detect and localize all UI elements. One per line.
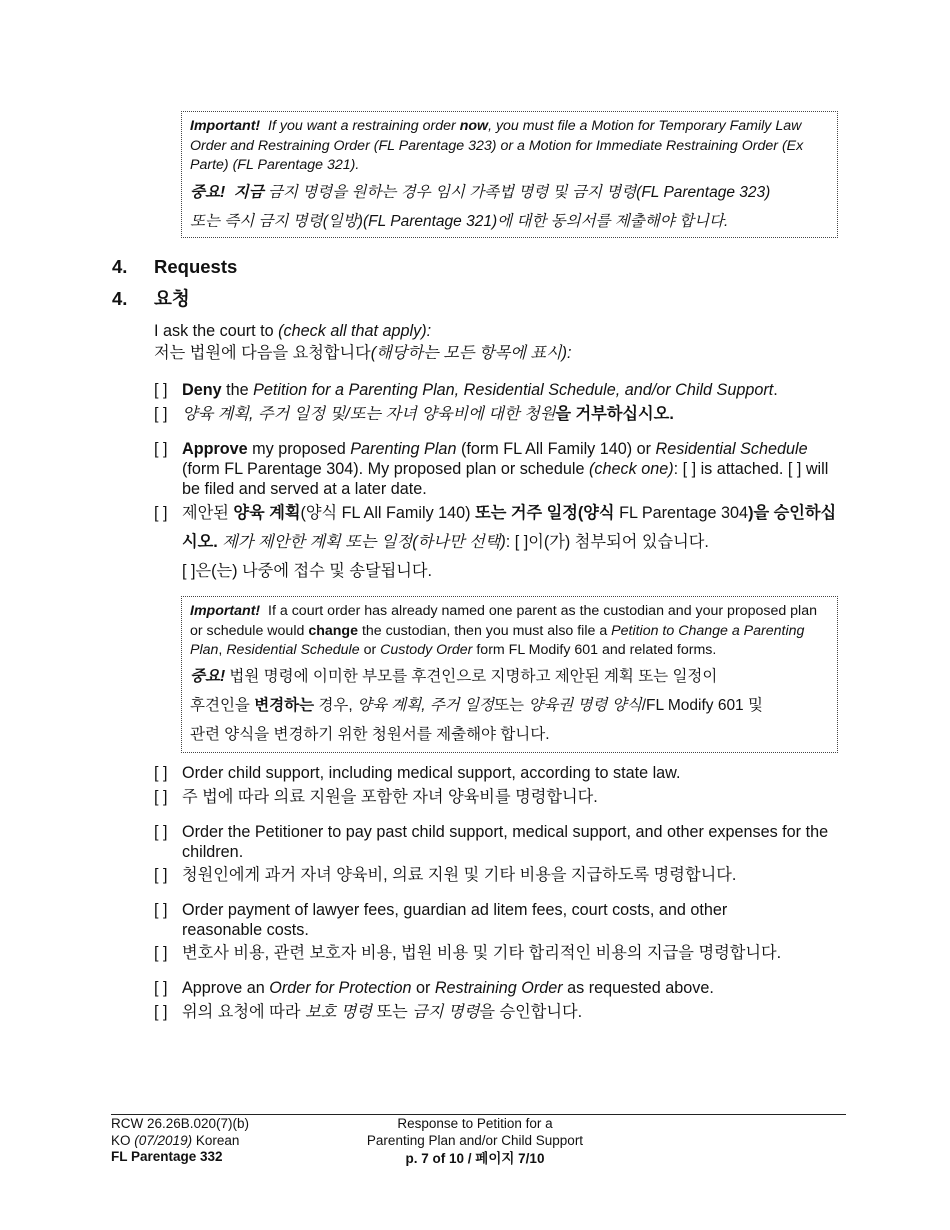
- notice-korean: 중요! 법원 명령에 이미한 부모를 후견인으로 지명하고 제안된 계획 또는 일정이 후견인을 변경하는 경우, 양육 계획, 주거 일정또는 양육권 명령 양식/FL Modify 601 및 관련 양식을 변경하기 위한 청원서를 제출해야 합니다.: [190, 667, 763, 743]
- section-heading-en: 4. Requests: [112, 256, 238, 277]
- footer-form-info: RCW 26.26B.020(7)(b) KO (07/2019) Korean FL Parentage 332: [111, 1116, 250, 1164]
- protection-order-option[interactable]: [ ] Approve an Order for Protection or Restraining Order as requested above.: [154, 979, 714, 997]
- checkbox[interactable]: [ ]: [154, 901, 168, 919]
- deny-petition-option-ko[interactable]: [ ] 양육 계획, 주거 일정 및/또는 자녀 양육비에 대한 청원을 거부하십시오.: [154, 405, 674, 423]
- checkbox[interactable]: [ ]: [154, 381, 168, 399]
- footer-title: Response to Petition for a Parenting Plan and/or Child Support p. 7 of 10 / 페이지 7/10: [366, 1116, 584, 1166]
- deny-petition-option[interactable]: [ ] Deny the Petition for a Parenting Plan, Residential Schedule, and/or Child Support.: [154, 381, 778, 399]
- checkbox[interactable]: [ ]: [154, 405, 168, 423]
- approve-plan-option[interactable]: [ ] Approve my proposed Parenting Plan (form FL All Family 140) or Residential Schedule (form FL Parentage 304). My proposed plan or schedule (check one): [ ] is attached. [ ] will be filed and served at a later date.: [154, 440, 829, 498]
- child-support-option-ko[interactable]: [ ] 주 법에 따라 의료 지원을 포함한 자녀 양육비를 명령합니다.: [154, 788, 598, 806]
- past-support-option-ko[interactable]: [ ] 청원인에게 과거 자녀 양육비, 의료 지원 및 기타 비용을 지급하도록 명령합니다.: [154, 866, 737, 884]
- protection-order-option-ko[interactable]: [ ] 위의 요청에 따라 보호 명령 또는 금지 명령을 승인합니다.: [154, 1003, 583, 1021]
- checkbox[interactable]: [ ]: [154, 979, 168, 997]
- checkbox[interactable]: [ ]: [154, 823, 168, 841]
- past-support-option[interactable]: [ ] Order the Petitioner to pay past child support, medical support, and other expenses for the children.: [154, 823, 829, 861]
- checkbox[interactable]: [ ]: [154, 764, 168, 782]
- restraining-order-notice-box: [181, 111, 838, 238]
- notice-english: Important! If a court order has already named one parent as the custodian and your proposed plan or schedule would change the custodian, then you must also file a Petition to Change a Parenting Plan, Residential Schedule or Custody Order form FL Modify 601 and related forms.: [190, 603, 817, 658]
- child-support-option[interactable]: [ ] Order child support, including medical support, according to state law.: [154, 764, 681, 782]
- fees-option[interactable]: [ ] Order payment of lawyer fees, guardian ad litem fees, court costs, and other reasonable costs.: [154, 901, 728, 939]
- notice-english: Important! If you want a restraining order now, you must file a Motion for Temporary Family Law Order and Restraining Order (FL Parentage 323) or a Motion for Immediate Restraining Order (Ex Parte) (FL Parentage 321).: [190, 118, 804, 173]
- checkbox[interactable]: [ ]: [154, 440, 168, 458]
- checkbox[interactable]: [ ]: [154, 866, 168, 884]
- intro-text: I ask the court to (check all that apply): 저는 법원에 다음을 요청합니다(해당하는 모든 항목에 표시):: [154, 322, 572, 362]
- approve-plan-option-ko[interactable]: [ ] 제안된 양육 계획(양식 FL All Family 140) 또는 거주 일정(양식 FL Parentage 304)을 승인하십시오. 제가 제안한 계획 또는 일정(하나만 선택): [ ]이(가) 첨부되어 있습니다. [ ]은(는) 나중에 접수 및 송달됩니다.: [154, 499, 844, 586]
- checkbox[interactable]: [ ]: [154, 1003, 168, 1021]
- checkbox[interactable]: [ ]: [154, 504, 168, 522]
- checkbox[interactable]: [ ]: [154, 788, 168, 806]
- fees-option-ko[interactable]: [ ] 변호사 비용, 관련 보호자 비용, 법원 비용 및 기타 합리적인 비용의 지급을 명령합니다.: [154, 944, 782, 962]
- checkbox[interactable]: [ ]: [154, 944, 168, 962]
- page-number: p. 7 of 10 / 페이지 7/10: [405, 1151, 545, 1166]
- notice-korean: 중요! 지금 금지 명령을 원하는 경우 임시 가족법 명령 및 금지 명령(FL Parentage 323) 또는 즉시 금지 명령(일방)(FL Parentage 321)에 대한 동의서를 제출해야 합니다.: [190, 183, 771, 230]
- custodian-change-notice-box: [181, 596, 838, 753]
- footer-divider: [111, 1114, 846, 1115]
- section-heading-ko: 4. 요청: [112, 288, 190, 309]
